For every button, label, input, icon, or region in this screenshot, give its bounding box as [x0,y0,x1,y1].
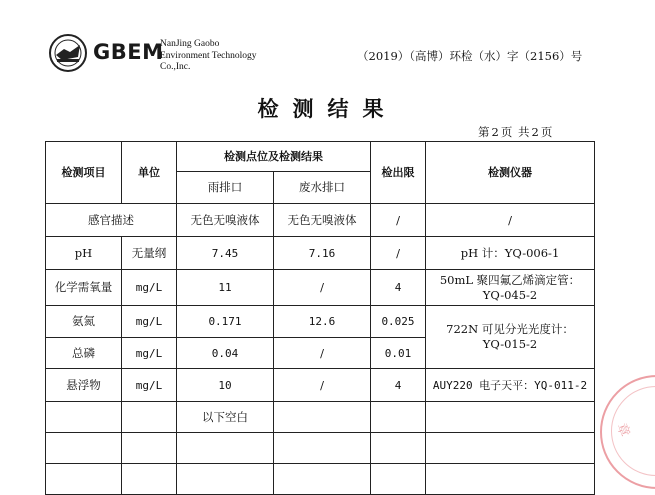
header-unit: 单位 [122,142,177,204]
table-row [46,433,595,464]
header-point1: 雨排口 [177,172,274,204]
header-group: 检测点位及检测结果 [177,142,371,172]
header-limit: 检出限 [371,142,426,204]
header-item: 检测项目 [46,142,122,204]
seal-text: 章 [613,421,632,439]
header-instrument: 检测仪器 [426,142,595,204]
brand-name: GBEM [93,40,164,64]
company-name: NanJing Gaobo Environment Technology Co.,Inc. [160,39,257,72]
table-row: 总磷 mg/L 0.04 / 0.01 [46,338,595,369]
page-indicator: 第 2 页 共 2 页 [478,125,553,139]
blank-note: 以下空白 [177,402,274,433]
results-table [45,141,595,495]
table-row: pH 无量纲 7.45 7.16 / pH 计：YQ-006-1 [46,237,595,270]
table-row: 化学需氧量 mg/L 11 / 4 50mL 聚四氟乙烯滴定管： YQ-045-2 [46,270,595,306]
header-point2: 废水排口 [274,172,371,204]
table-row: 感官描述 无色无嗅液体 无色无嗅液体 / / [46,204,595,237]
table-row: 氨氮 mg/L 0.171 12.6 0.025 722N 可见分光光度计： YQ-015-2 [46,306,595,338]
company-logo [48,33,88,73]
report-number: （2019）（高博）环检（水）字（2156）号 [357,49,583,63]
page-title: 检测结果 [257,97,398,121]
table-row [46,402,595,433]
table-row [46,464,595,495]
table-row: 悬浮物 mg/L 10 / 4 AUY220 电子天平：YQ-011-2 [46,369,595,402]
